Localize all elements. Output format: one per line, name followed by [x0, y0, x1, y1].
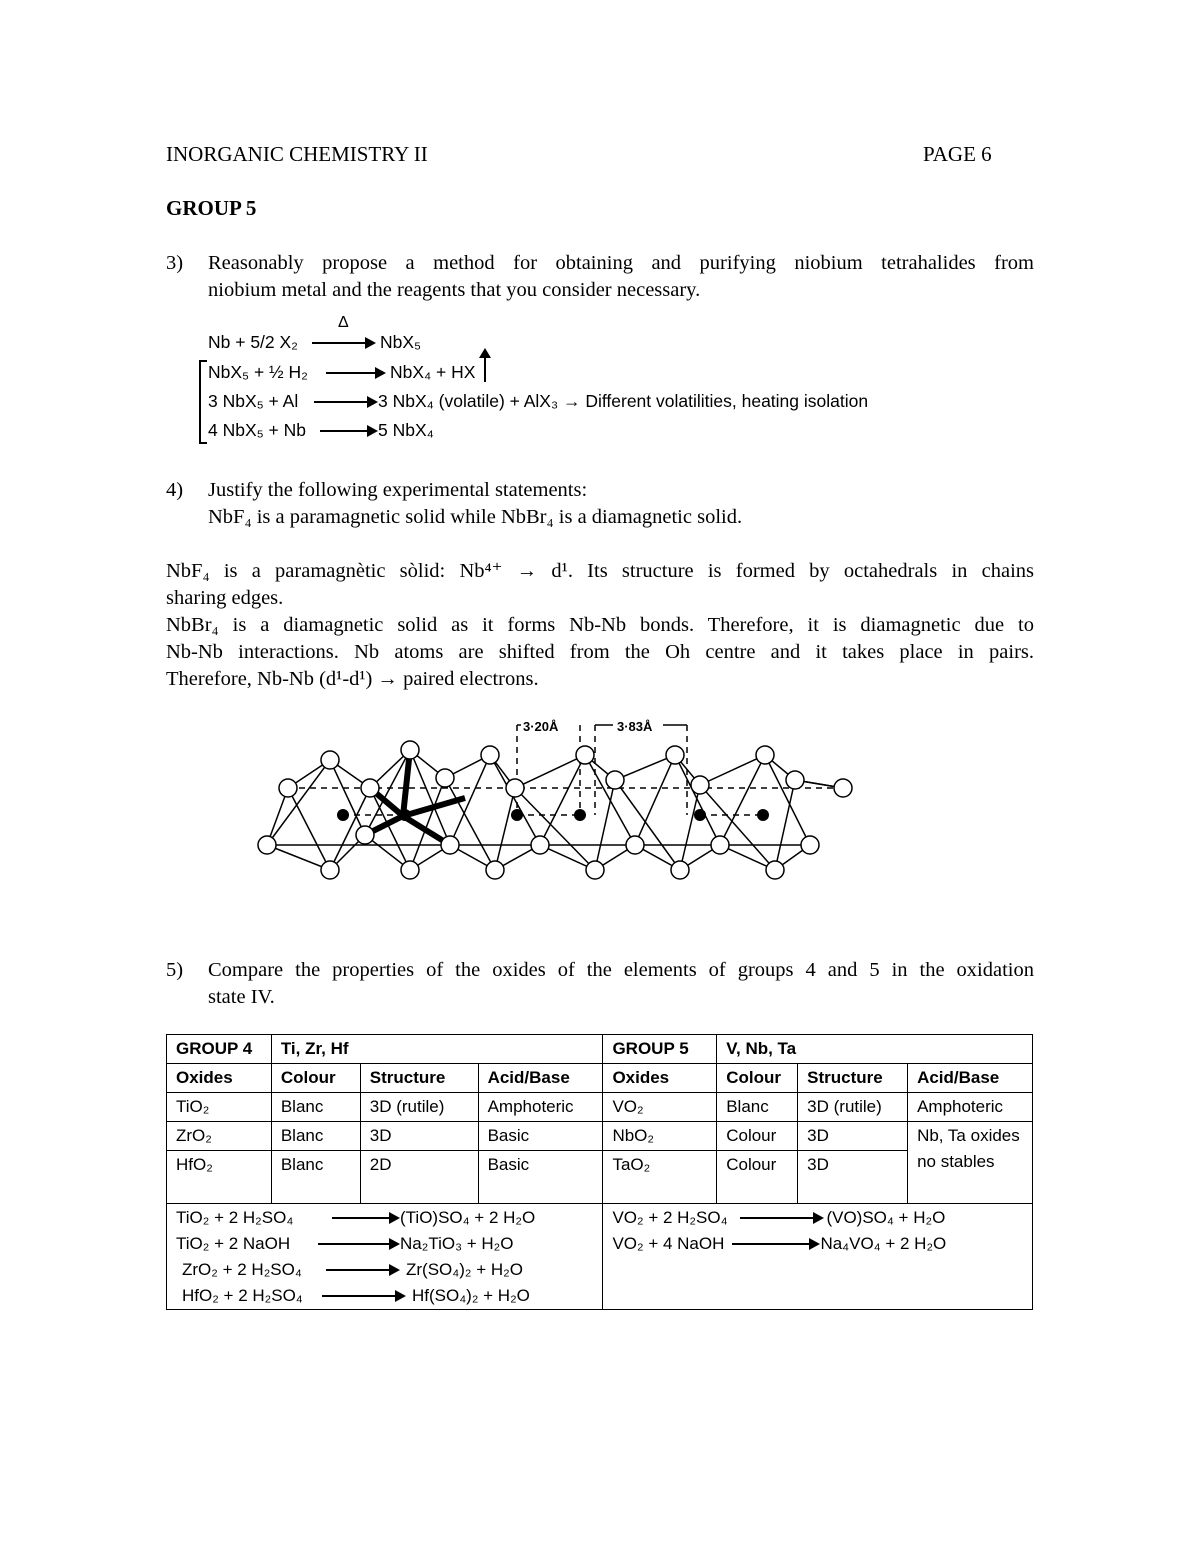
question-3-number: 3) — [166, 252, 184, 274]
table-cell: ZrO₂ — [167, 1122, 272, 1151]
table-cell: 3D — [798, 1151, 908, 1204]
oxides-comparison-table — [166, 1034, 1033, 1310]
table-cell: 3D — [798, 1122, 908, 1151]
group5-label: GROUP 5 — [603, 1035, 717, 1064]
col-header-acidbase: Acid/Base — [908, 1064, 1033, 1093]
group4-label: GROUP 4 — [167, 1035, 272, 1064]
answer-4-line2: sharing edges. — [166, 587, 284, 609]
table-row — [167, 1122, 1033, 1151]
equation-3-reactants: 3 NbX₅ + Al — [208, 391, 299, 411]
question-5-line2: state IV. — [208, 986, 275, 1008]
arrow-icon — [332, 1217, 398, 1219]
table-cell: TiO₂ — [167, 1093, 272, 1122]
table-cell: Amphoteric — [908, 1093, 1033, 1122]
reaction-line: ZrO₂ + 2 H₂SO₄ Zr(SO₄)₂ + H₂O — [182, 1260, 523, 1279]
table-cell: 3D — [360, 1122, 478, 1151]
table-header-row — [167, 1064, 1033, 1093]
bracket — [199, 360, 207, 444]
question-3-line2: niobium metal and the reagents that you consider necessary. — [208, 279, 701, 301]
table-row — [167, 1035, 1033, 1064]
arrow-icon — [312, 342, 374, 344]
table-row — [167, 1093, 1033, 1122]
table-cell: VO₂ — [603, 1093, 717, 1122]
nbta-stability-note: Nb, Ta oxides no stables — [908, 1122, 1033, 1204]
arrow-icon — [318, 1243, 398, 1245]
equation-1-products: NbX₅ — [380, 332, 422, 352]
reaction-line: VO₂ + 2 H₂SO₄ (VO)SO₄ + H₂O — [612, 1208, 946, 1227]
question-5-number: 5) — [166, 959, 184, 981]
answer-4-line3: NbBr₄ is a diamagnetic solid as it forms Nb-Nb bonds. Therefore, it is diamagnetic due to — [166, 614, 1034, 636]
course-title: INORGANIC CHEMISTRY II — [166, 142, 428, 166]
col-header-oxides: Oxides — [603, 1064, 717, 1093]
table-cell: Blanc — [717, 1093, 798, 1122]
equation-2-reactants: NbX₅ + ½ H₂ — [208, 362, 308, 382]
reaction-line: TiO₂ + 2 NaOH Na₂TiO₃ + H₂O — [176, 1234, 514, 1253]
nbbr4-chain-structure-diagram — [255, 710, 855, 900]
table-cell: Colour — [717, 1151, 798, 1204]
page-number: PAGE 6 — [923, 142, 992, 166]
arrow-icon — [320, 430, 376, 432]
equation-2-products: NbX₄ + HX — [390, 362, 476, 382]
equation-3-products: 3 NbX₄ (volatile) + AlX₃ → Different volatilities, heating isolation — [378, 391, 869, 411]
col-header-structure: Structure — [798, 1064, 908, 1093]
col-header-colour: Colour — [717, 1064, 798, 1093]
question-4-line2: NbF₄ is a paramagnetic solid while NbBr₄ is a diamagnetic solid. — [208, 506, 743, 528]
question-5-line1: Compare the properties of the oxides of the elements of groups 4 and 5 in the oxidation — [208, 959, 1034, 981]
answer-4-line4: Nb-Nb interactions. Nb atoms are shifted from the Oh centre and it takes place in pairs. — [166, 641, 1034, 663]
table-cell: HfO₂ — [167, 1151, 272, 1204]
table-cell: 2D — [360, 1151, 478, 1204]
table-cell: Colour — [717, 1122, 798, 1151]
equation-4 — [208, 420, 908, 444]
equation-4-reactants: 4 NbX₅ + Nb — [208, 420, 307, 440]
col-header-oxides: Oxides — [167, 1064, 272, 1093]
table-cell: Basic — [478, 1122, 603, 1151]
distance-label-2: 3·83Å — [617, 719, 653, 734]
table-cell: 3D (rutile) — [798, 1093, 908, 1122]
section-title: GROUP 5 — [166, 196, 257, 220]
equation-1 — [208, 332, 908, 356]
answer-4-line1: NbF₄ is a paramagnètic sòlid: Nb⁴⁺ → d¹. Its structure is formed by octahedrals in chains — [166, 560, 1034, 582]
question-4-number: 4) — [166, 479, 184, 501]
group5-reactions-cell — [603, 1204, 1033, 1310]
table-cell: NbO₂ — [603, 1122, 717, 1151]
table-cell: Amphoteric — [478, 1093, 603, 1122]
arrow-icon — [732, 1243, 818, 1245]
equation-1-reactants: Nb + 5/2 X₂ — [208, 332, 298, 352]
group4-reactions-cell — [167, 1204, 603, 1310]
col-header-structure: Structure — [360, 1064, 478, 1093]
distance-label-1: 3·20Å — [523, 719, 559, 734]
reaction-line: VO₂ + 4 NaOH Na₄VO₄ + 2 H₂O — [612, 1234, 947, 1253]
table-row — [167, 1204, 1033, 1310]
table-row — [167, 1151, 1033, 1204]
arrow-icon — [326, 372, 384, 374]
col-header-colour: Colour — [271, 1064, 360, 1093]
gas-up-arrow-icon — [478, 348, 492, 382]
table-cell: 3D (rutile) — [360, 1093, 478, 1122]
col-header-acidbase: Acid/Base — [478, 1064, 603, 1093]
table-cell: TaO₂ — [603, 1151, 717, 1204]
table-cell: Basic — [478, 1151, 603, 1204]
question-3-line1: Reasonably propose a method for obtaining and purifying niobium tetrahalides from — [208, 252, 1034, 274]
table-cell: Blanc — [271, 1093, 360, 1122]
equation-3 — [208, 391, 968, 415]
heat-delta-symbol: Δ — [338, 314, 349, 331]
reaction-line: HfO₂ + 2 H₂SO₄ Hf(SO₄)₂ + H₂O — [182, 1286, 530, 1305]
group4-elements: Ti, Zr, Hf — [271, 1035, 603, 1064]
equation-4-products: 5 NbX₄ — [378, 420, 434, 440]
reaction-line: TiO₂ + 2 H₂SO₄ (TiO)SO₄ + 2 H₂O — [176, 1208, 536, 1227]
group5-elements: V, Nb, Ta — [717, 1035, 1033, 1064]
table-cell: Blanc — [271, 1122, 360, 1151]
equation-2 — [208, 362, 908, 386]
table-cell: Blanc — [271, 1151, 360, 1204]
arrow-icon — [322, 1295, 404, 1297]
arrow-icon — [326, 1269, 398, 1271]
answer-4-line5: Therefore, Nb-Nb (d¹-d¹) → paired electrons. — [166, 668, 539, 690]
arrow-icon — [314, 401, 376, 403]
question-4-line1: Justify the following experimental statements: — [208, 479, 588, 501]
arrow-icon — [740, 1217, 822, 1219]
